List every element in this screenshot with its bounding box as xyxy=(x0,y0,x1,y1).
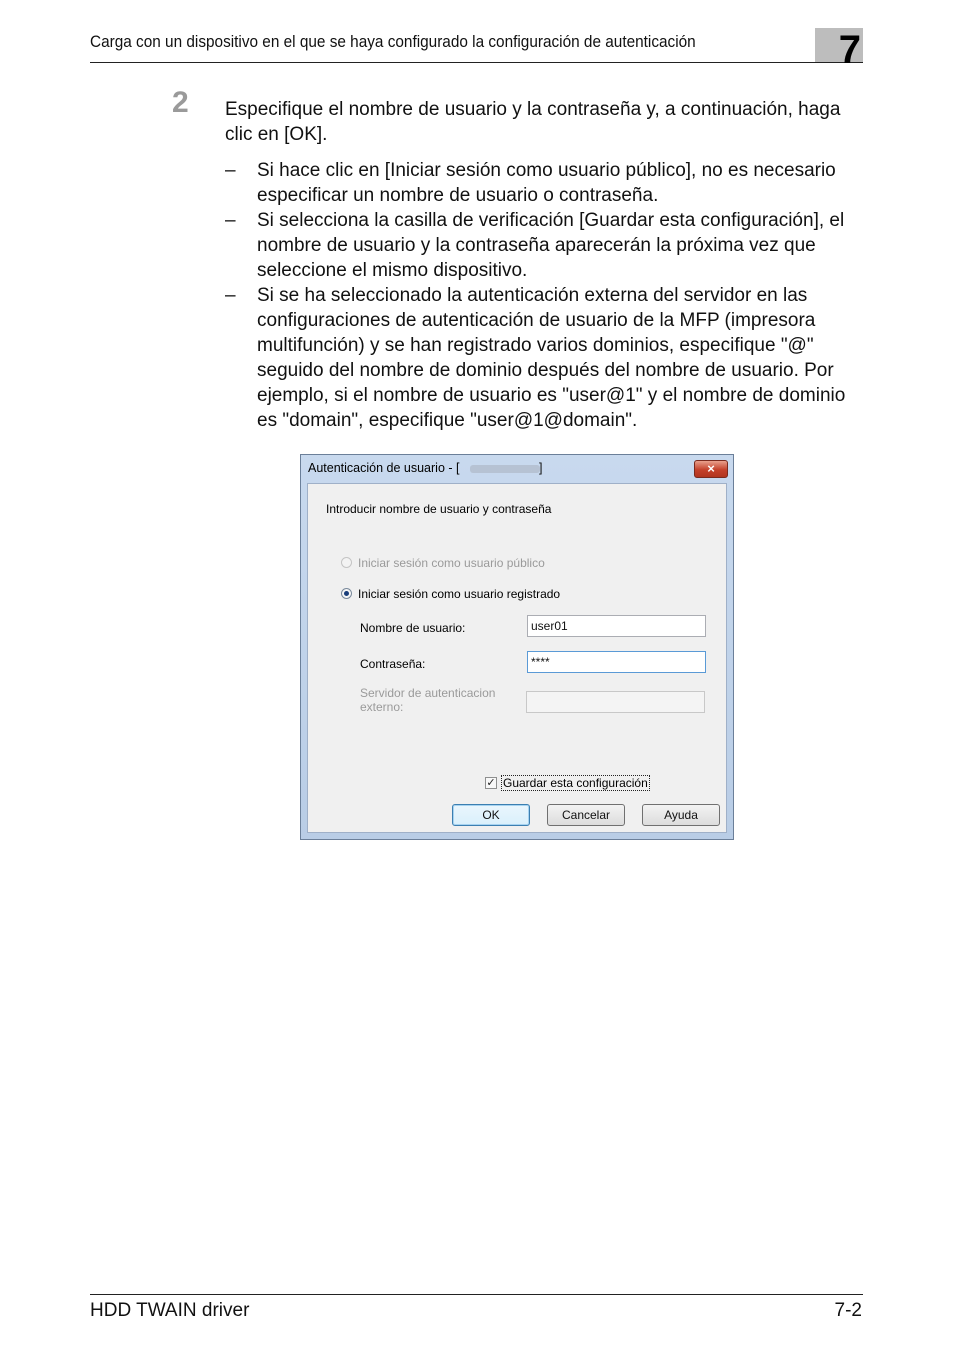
server-label-line1: Servidor de autenticacion xyxy=(360,686,496,700)
bullet-dash: – xyxy=(225,160,236,181)
close-button[interactable] xyxy=(694,460,728,478)
radio-registered-user[interactable] xyxy=(341,588,352,599)
bullet-text: Si se ha seleccionado la autenticación externa del servidor en las configuraciones de autenticación de usuario de la MFP (impresora multifunción) y se han registrado varios dominios, especifique "@" seguido del nombre de dominio después del nombre de usuario. Por ejemplo, si el nombre de usuario es "user@1" y el nombre de dominio es "domain", especifique "user@1@domain". xyxy=(257,285,846,431)
save-settings-label xyxy=(501,776,650,790)
page-header-title: Carga con un dispositivo en el que se haya configurado la configuración de autenticación xyxy=(90,33,696,51)
dialog-title-end: ] xyxy=(539,461,543,475)
dialog-titlebar[interactable] xyxy=(301,455,733,483)
footer-page-number: 7-2 xyxy=(834,1300,862,1321)
radio-selected-dot xyxy=(344,591,349,596)
server-label-line2: externo: xyxy=(360,700,404,714)
bullet-dash: – xyxy=(225,210,236,231)
bullet-text: Si selecciona la casilla de verificación [Guardar esta configuración], el nombre de usuario y la contraseña aparecerán la próxima vez que seleccione el mismo dispositivo. xyxy=(257,210,845,281)
password-label: Contraseña: xyxy=(360,657,426,671)
bullet-item xyxy=(225,283,865,433)
footer-manual-title: HDD TWAIN driver xyxy=(90,1300,250,1321)
cancel-button[interactable]: Cancelar xyxy=(547,804,625,826)
save-settings-label-text: Guardar esta configuración xyxy=(503,776,648,790)
close-icon: × xyxy=(707,461,715,476)
step-instruction: Especifique el nombre de usuario y la contraseña y, a continuación, haga clic en [OK]. xyxy=(225,99,841,145)
radio-public-user[interactable] xyxy=(341,557,352,568)
help-button[interactable]: Ayuda xyxy=(642,804,720,826)
bullet-item xyxy=(225,158,865,208)
username-label: Nombre de usuario: xyxy=(360,621,466,635)
redacted-device-name xyxy=(470,465,540,473)
chapter-badge xyxy=(815,28,863,72)
password-field[interactable]: **** xyxy=(527,651,706,673)
bullet-dash: – xyxy=(225,285,236,306)
username-field[interactable]: user01 xyxy=(527,615,706,637)
bullet-text: Si hace clic en [Iniciar sesión como usuario público], no es necesario especificar un nombre de usuario o contraseña. xyxy=(257,160,836,206)
header-rule xyxy=(90,62,863,63)
auth-dialog xyxy=(300,454,734,840)
server-field[interactable] xyxy=(526,691,705,713)
chapter-number: 7 xyxy=(838,28,861,72)
step-number: 2 xyxy=(172,86,189,119)
footer-rule xyxy=(90,1294,863,1295)
radio-registered-label: Iniciar sesión como usuario registrado xyxy=(358,587,561,601)
radio-public-label: Iniciar sesión como usuario público xyxy=(358,556,545,570)
bullet-list xyxy=(225,158,865,433)
bullet-item xyxy=(225,208,865,283)
dialog-body xyxy=(307,483,727,833)
ok-button[interactable]: OK xyxy=(452,804,530,826)
save-settings-checkbox[interactable] xyxy=(485,777,497,789)
checkmark-icon: ✓ xyxy=(486,777,496,789)
dialog-title: Autenticación de usuario - [ xyxy=(308,461,460,475)
dialog-instruction: Introducir nombre de usuario y contraseña xyxy=(326,502,552,516)
